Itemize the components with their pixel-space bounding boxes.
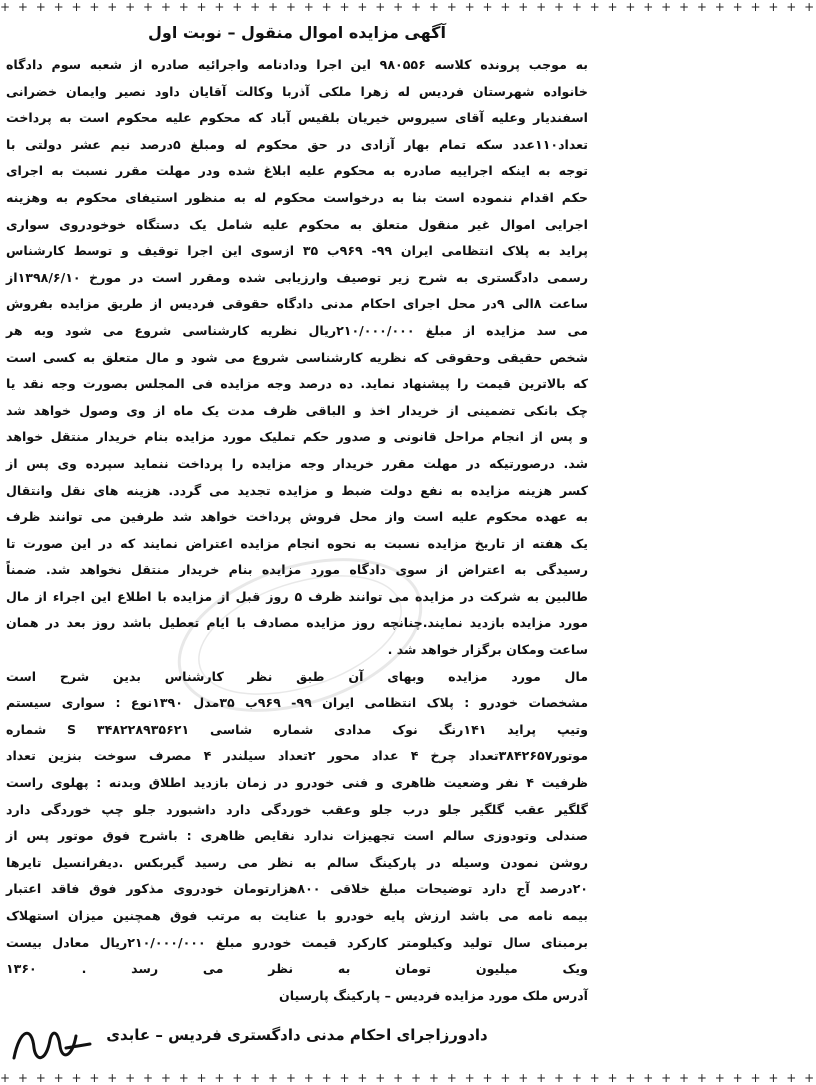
notice-line: به عهده محکوم علیه است واز محل فروش پرداخت خواهد شد طرفین می توانند ظرف xyxy=(6,509,588,525)
notice-line: طالبین به شرکت در مزایده می توانند ظرف ۵ روز قبل از مزایده با اطلاع این اجراء از مال xyxy=(6,588,588,604)
notice-line: به موجب پرونده کلاسه ۹۸۰۵۵۶ این اجرا ودادنامه واجرائیه صادره از شعبه سوم دادگاه xyxy=(6,57,588,72)
handwritten-signature xyxy=(6,1018,94,1068)
notice-line: وتیپ پراید ۱۴۱رنگ نوک مدادی شماره شاسی S ۳۴۸۲۲۸۹۳۵۶۲۱ شماره xyxy=(6,721,588,737)
notice-line: توجه به اینکه اجراییه صادره به محکوم علیه ابلاغ شده ودر مهلت مقرر نسبت به اجرای xyxy=(6,163,588,179)
notice-line: بیمه نامه می باشد ارزش پایه خودرو با عنایت به مرتب فوق همچنین میزان استهلاک xyxy=(6,908,588,923)
notice-line: ۲۰درصد آج دارد توضیحات مبلغ خلاقی ۸۰۰هزارتومان خودروی مذکور فوق فاقد اعتبار xyxy=(6,881,588,897)
notice-line: مشخصات خودرو : پلاک انتظامی ایران ۹۹- ۹۶۹ب ۳۵مدل ۱۳۹۰نوع : سواری سیستم xyxy=(6,695,588,711)
officer-signature-line: دادورزاجرای احکام مدنی دادگستری فردیس – عابدی xyxy=(106,1026,488,1044)
notice-line: خانواده شهرستان فردیس له زهرا ملکی آذربا وکالت آقایان داود نصیر وایمان خضرانی xyxy=(6,83,588,99)
notice-line: رسیدگی به اعتراض از سوی دادگاه مورد مزایده بنام خریدار منتقل نخواهد شد. ضمناً xyxy=(6,562,588,578)
notice-line: کسر هزینه مزایده به نفع دولت ضبط و مزایده تجدید می گردد. هزینه های نقل وانتقال xyxy=(6,482,588,498)
notice-line: مورد مزایده بازدید نمایند.چنانچه روز مزایده مصادف با ایام تعطیل باشد روز بعد در همان xyxy=(6,615,588,631)
bottom-cross-border: + + + + + + + + + + + + + + + + + + + + + + + + + + + + + + + + + + + + + + + + + + + + + + xyxy=(0,1071,816,1085)
notice-line: و پس از انجام مراحل قانونی و صدور حکم تملیک مورد مزایده بنام خریدار منتقل خواهد xyxy=(6,429,588,445)
notice-line: شد. درصورتیکه در مهلت مقرر خریدار وجه مزایده را پرداخت ننماید سپرده وی پس از xyxy=(6,455,588,471)
top-cross-border: + + + + + + + + + + + + + + + + + + + + + + + + + + + + + + + + + + + + + + + + + + + + + + xyxy=(0,0,816,14)
notice-line: آدرس ملک مورد مزایده فردیس – پارکینگ پارسیان xyxy=(278,987,588,1003)
notice-line: ویک میلیون تومان به نظر می رسد . ۱۳۶۰ xyxy=(6,961,588,977)
notice-line: که بالاترین قیمت را پیشنهاد نماید. ده درصد وجه مزایده فی المجلس بصورت وجه نقد یا xyxy=(6,376,588,392)
notice-line: می سد مزایده از مبلغ ۲۱۰/۰۰۰/۰۰۰ریال نظریه کارشناسی شروع می شود وبه هر xyxy=(6,322,588,338)
notice-body xyxy=(6,16,588,1068)
notice-text xyxy=(6,52,588,1009)
notice-line: رسمی دادگستری به شرح زیر توصیف وارزیابی شده ومقرر است در مورخ ۱۳۹۸/۶/۱۰از xyxy=(6,269,588,285)
notice-line: گلگیر عقب گلگیر جلو درب جلو وعقب خوردگی دارد داشبورد جلو چپ خوردگی دارد xyxy=(6,801,588,817)
notice-line: ظرفیت ۴ نفر وضعیت ظاهری و فنی خودرو در زمان بازدید اطلاق وبدنه : پهلوی راست xyxy=(6,775,588,791)
notice-line: ساعت ومکان برگزار خواهد شد . xyxy=(387,642,588,658)
notice-line: صندلی وتودوزی سالم است تجهیزات ندارد نقایص ظاهری : باشرح فوق موتور پس از xyxy=(6,828,588,844)
notice-line: برمبنای سال تولید وکیلومتر کارکرد قیمت خودرو مبلغ ۲۱۰/۰۰۰/۰۰۰ریال معادل بیست xyxy=(6,934,588,950)
notice-line: حکم اقدام ننموده است بنا به درخواست محکوم له به منظور استیفای محکوم به وهزینه xyxy=(6,189,588,205)
notice-line: مال مورد مزایده وبهای آن طبق نظر کارشناس بدین شرح است xyxy=(6,668,588,684)
notice-line: چک بانکی تضمینی از خریدار اخذ و الباقی ظرف مدت یک ماه از وی وصول خواهد شد xyxy=(6,402,588,418)
notice-line: تعداد۱۱۰عدد سکه تمام بهار آزادی در حق محکوم له ومبلغ ۵درصد نیم عشر دولتی با xyxy=(6,136,588,152)
notice-line: اجرایی اموال غیر منقول متعلق به محکوم علیه شامل یک دستگاه خوخودروی سواری xyxy=(6,216,588,232)
notice-line: اسفندیار وعلیه آقای سیروس خیریان بلقیس آباد که محکوم علیه محکوم است به پرداخت xyxy=(6,110,588,126)
notice-line: پراید به پلاک انتظامی ایران ۹۹- ۹۶۹ب ۳۵ ازسوی این اجرا توقیف و توسط کارشناس xyxy=(6,243,588,259)
notice-line: روشن نمودن وسیله در پارکینگ سالم به نظر می رسید گیربکس .دیفرانسیل تایرها xyxy=(6,854,588,870)
notice-line: شخص حقیقی وحقوقی که نظریه کارشناسی شروع می شود و مال متعلق به کسی است xyxy=(6,349,588,365)
notice-line: موتور۳۸۴۲۶۵۷تعداد چرخ ۴ عداد محور ۲تعداد سیلندر ۴ مصرف سوخت بنزین تعداد xyxy=(6,748,588,764)
notice-title: آگهی مزایده اموال منقول – نوبت اول xyxy=(148,23,446,42)
notice-line: ساعت ۸الی ۹در محل اجرای احکام مدنی دادگاه حقوقی فردیس از طریق مزایده بفروش xyxy=(6,296,588,312)
notice-line: یک هفته از تاریخ مزایده نسبت به نحوه انجام مزایده اعتراض نمایند که در این صورت تا xyxy=(6,535,588,551)
